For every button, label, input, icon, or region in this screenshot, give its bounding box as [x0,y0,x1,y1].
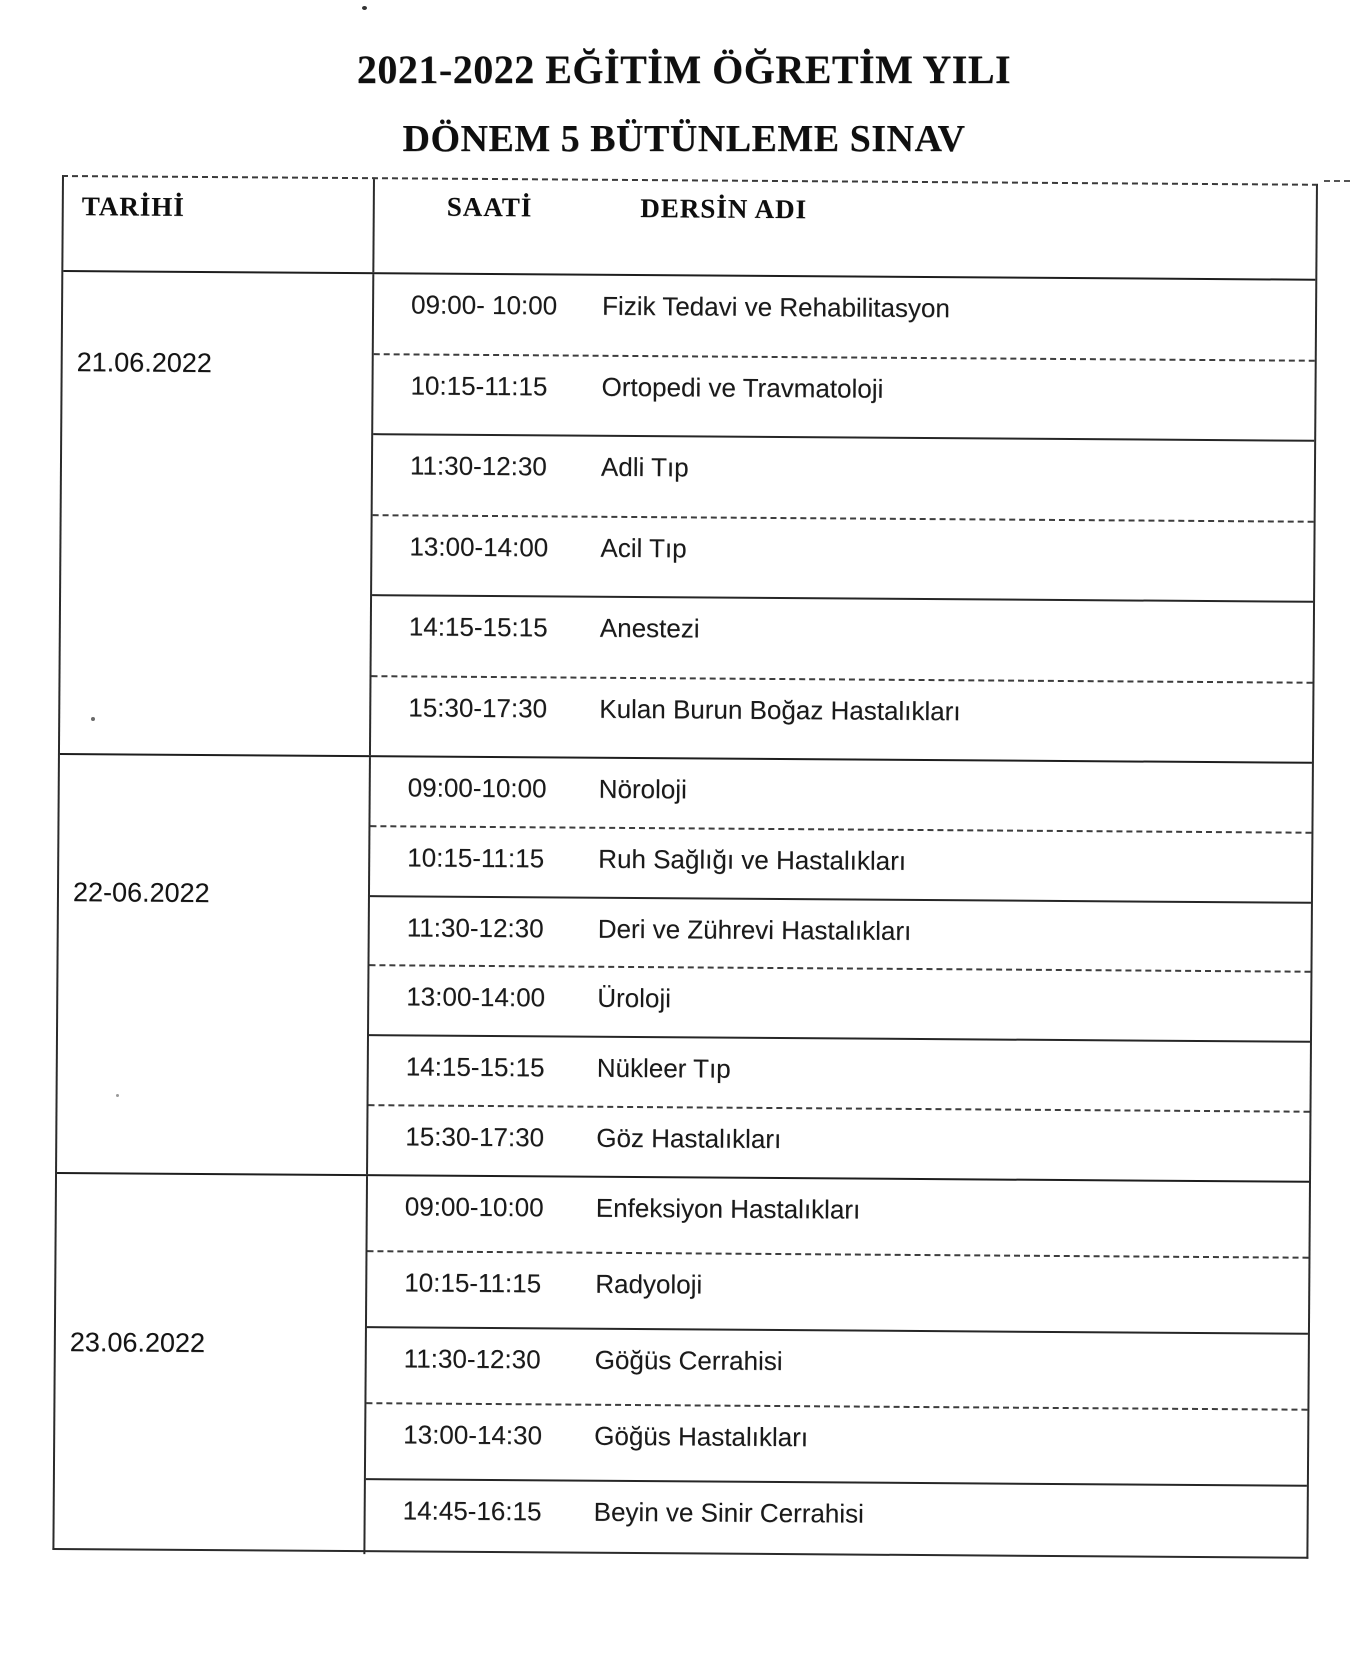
exam-time: 13:00-14:00 [409,530,549,562]
exam-row [367,1250,1309,1333]
exam-row [366,1402,1308,1485]
exam-course: Göz Hastalıkları [596,1122,782,1155]
exam-course: Beyin ve Sinir Cerrahisi [593,1496,864,1529]
exam-row [365,1478,1307,1561]
exam-schedule-table [52,175,1318,1559]
exam-time: 09:00- 10:00 [411,289,558,321]
exam-row [369,965,1310,1041]
scan-speck [362,6,367,10]
exam-rows [365,1176,1309,1561]
exam-row [368,1104,1309,1180]
exam-time: 13:00-14:30 [403,1419,543,1451]
exam-course: Ruh Sağlığı ve Hastalıkları [598,843,907,876]
exam-rows [371,274,1315,762]
exam-time: 10:15-11:15 [404,1267,542,1299]
document-title-line1: 2021-2022 EĞİTİM ÖĞRETİM YILI [356,47,1012,92]
exam-row [369,895,1310,971]
exam-time: 13:00-14:00 [406,981,546,1013]
exam-time: 14:15-15:15 [405,1051,545,1083]
exam-time: 11:30-12:30 [403,1343,541,1375]
exam-course: Göğüs Cerrahisi [594,1344,783,1377]
exam-course: Acil Tıp [600,532,687,563]
exam-time: 14:15-15:15 [408,611,548,643]
exam-time: 14:45-16:15 [402,1495,542,1527]
exam-row [370,825,1311,901]
exam-course: Kulan Burun Boğaz Hastalıkları [599,693,961,726]
exam-course: Göğüs Hastalıkları [594,1420,809,1453]
exam-course: Adli Tıp [600,451,689,483]
header-saati: SAATİ [446,191,533,223]
document-title-line2: DÖNEM 5 BÜTÜNLEME SINAV [402,118,966,160]
exam-time: 11:30-12:30 [406,912,544,944]
day-group-22-06-2022 [57,753,1312,1181]
exam-course: Fizik Tedavi ve Rehabilitasyon [601,290,951,324]
date-cell: 23.06.2022 [54,1174,368,1554]
exam-row [370,757,1311,831]
day-group-23-06-2022 [54,1172,1309,1561]
date-cell: 22-06.2022 [57,755,371,1174]
exam-time: 09:00-10:00 [407,772,547,804]
exam-course: Deri ve Zührevi Hastalıkları [597,913,912,946]
exam-time: 10:15-11:15 [407,842,545,874]
exam-row [373,353,1315,440]
exam-course: Nükleer Tıp [596,1053,731,1085]
table-header-row [63,177,1316,279]
exam-time: 10:15-11:15 [410,369,548,401]
exam-time: 11:30-12:30 [409,450,547,482]
exam-course: Nöroloji [598,773,687,805]
scan-stray-line [1324,180,1354,182]
header-dersin-adi: DERSİN ADI [640,193,808,225]
exam-course: Enfeksiyon Hastalıkları [595,1192,861,1225]
header-tarihi: TARİHİ [63,177,375,272]
exam-row [371,675,1313,762]
exam-course: Üroloji [597,983,672,1014]
exam-rows [368,757,1312,1181]
exam-course: Anestezi [599,612,700,644]
exam-course: Radyoloji [595,1268,703,1300]
date-cell: 21.06.2022 [60,272,374,755]
exam-course: Ortopedi ve Travmatoloji [601,371,884,404]
header-right-cell [374,179,1316,279]
exam-row [372,514,1314,601]
exam-row [372,594,1314,681]
exam-time: 09:00-10:00 [404,1191,544,1223]
exam-row [368,1176,1309,1257]
exam-time: 15:30-17:30 [405,1121,545,1153]
day-group-21-06-2022 [60,270,1315,762]
exam-row [373,433,1315,520]
exam-row [366,1326,1308,1409]
exam-row [369,1034,1310,1110]
exam-time: 15:30-17:30 [408,691,548,723]
exam-row [374,274,1316,359]
